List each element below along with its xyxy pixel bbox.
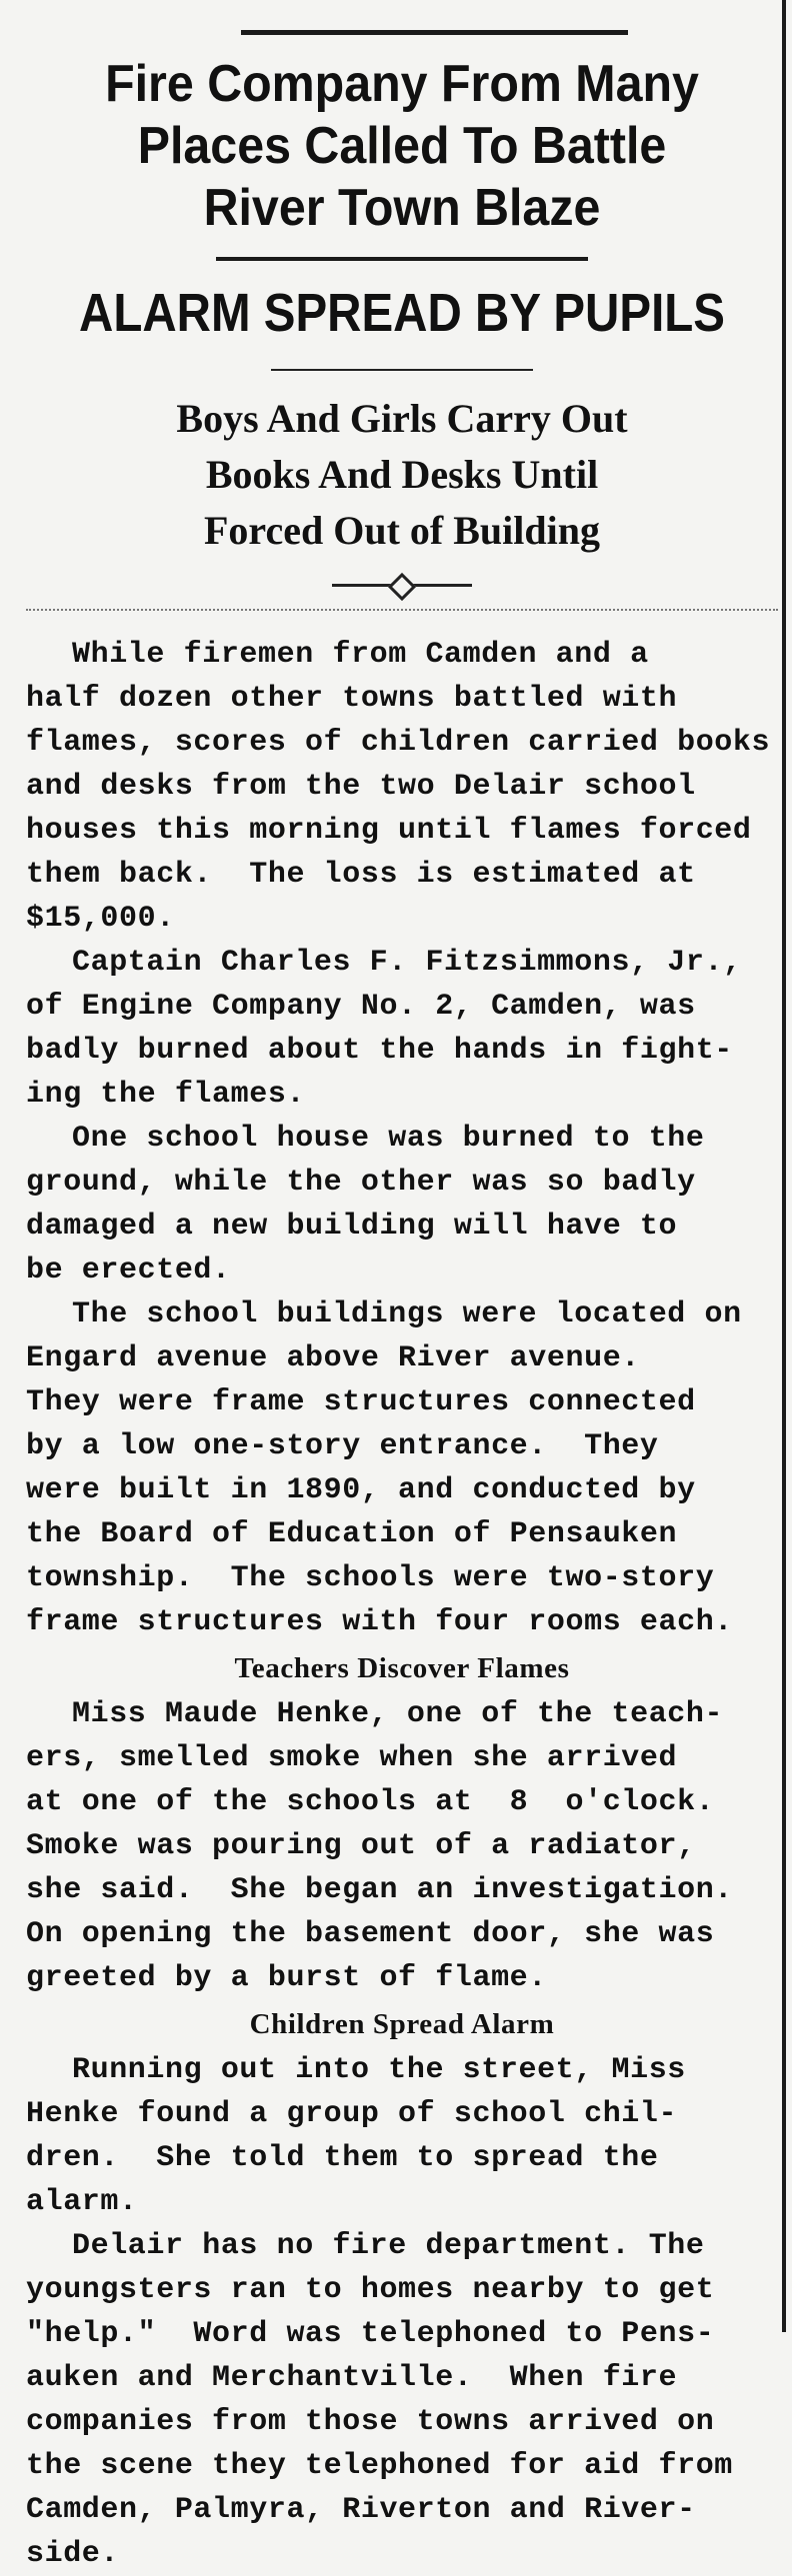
paragraph-line: ers, smelled smoke when she arrived [26,1741,678,1775]
dotted-divider [26,609,778,611]
article-paragraph [26,1292,778,1644]
dingbat-divider [332,575,472,595]
paragraph-line: frame structures with four rooms each. [26,1605,733,1639]
paragraph-line: companies from those towns arrived on [26,2405,715,2439]
deck-headline [26,391,778,559]
secondary-headline: ALARM SPREAD BY PUPILS [78,283,726,343]
article-paragraph [26,633,778,941]
paragraph-line: at one of the schools at 8 o'clock. [26,1785,715,1819]
headline-rule [216,257,588,261]
deck-line: Forced Out of Building [204,508,600,553]
paragraph-line: side. [26,2537,120,2571]
paragraph-line: flames, scores of children carried books [26,726,771,760]
paragraph-line: them back. The loss is estimated at [26,858,696,892]
subhead-children: Children Spread Alarm [249,2008,555,2040]
paragraph-line: alarm. [26,2185,138,2219]
article-paragraph [26,2224,778,2576]
subhead-teachers: Teachers Discover Flames [234,1652,570,1684]
paragraph-line: ing the flames. [26,1078,306,1112]
paragraph-line: Smoke was pouring out of a radiator, [26,1829,696,1863]
paragraph-line: badly burned about the hands in fight- [26,1034,733,1068]
diamond-ornament-icon [388,573,416,601]
paragraph-line: One school house was burned to the [72,1122,705,1156]
paragraph-line: $15,000. [26,902,175,936]
column-rule [782,0,786,2332]
paragraph-line: Engard avenue above River avenue. [26,1341,640,1375]
paragraph-line: damaged a new building will have to [26,1210,678,1244]
paragraph-line: Henke found a group of school chil- [26,2097,678,2131]
paragraph-line: auken and Merchantville. When fire [26,2361,678,2395]
paragraph-line: Captain Charles F. Fitzsimmons, Jr., [72,946,742,980]
paragraph-line: While firemen from Camden and a [72,638,649,672]
paragraph-line: were built in 1890, and conducted by [26,1473,696,1507]
paragraph-line: Running out into the street, Miss [72,2053,686,2087]
paragraph-line: she said. She began an investigation. [26,1873,733,1907]
deck-line: Boys And Girls Carry Out [176,396,628,441]
paragraph-line: and desks from the two Delair school [26,770,696,804]
deck-line: Books And Desks Until [205,452,599,497]
article-paragraph [26,1692,778,2000]
paragraph-line: Miss Maude Henke, one of the teach- [72,1697,724,1731]
paragraph-line: Camden, Palmyra, Riverton and River- [26,2493,696,2527]
article-paragraph [26,941,778,1117]
paragraph-line: On opening the basement door, she was [26,1917,715,1951]
paragraph-line: They were frame structures connected [26,1385,696,1419]
article-body [26,633,778,2576]
article-paragraph [26,2048,778,2224]
paragraph-line: dren. She told them to spread the [26,2141,659,2175]
headline-line: Fire Company From Many [105,55,699,113]
paragraph-line: The school buildings were located on [72,1297,742,1331]
paragraph-line: youngsters ran to homes nearby to get [26,2273,715,2307]
paragraph-line: ground, while the other was so badly [26,1166,696,1200]
deck-rule [271,369,533,371]
headline-line: River Town Blaze [203,179,601,237]
paragraph-line: be erected. [26,1254,231,1288]
headline-line: Places Called To Battle [137,117,667,175]
paragraph-line: the Board of Education of Pensauken [26,1517,678,1551]
article-paragraph [26,1117,778,1292]
paragraph-line: the scene they telephoned for aid from [26,2449,733,2483]
paragraph-line: houses this morning until flames forced [26,814,752,848]
paragraph-line: half dozen other towns battled with [26,682,678,716]
paragraph-line: "help." Word was telephoned to Pens- [26,2317,715,2351]
article-column [26,0,778,2576]
paragraph-line: of Engine Company No. 2, Camden, was [26,990,696,1024]
paragraph-line: by a low one-story entrance. They [26,1429,659,1463]
main-headline [52,53,751,239]
paragraph-line: greeted by a burst of flame. [26,1961,547,1995]
top-rule [241,30,628,35]
paragraph-line: Delair has no fire department. The [72,2229,705,2263]
paragraph-line: township. The schools were two-story [26,1561,715,1595]
